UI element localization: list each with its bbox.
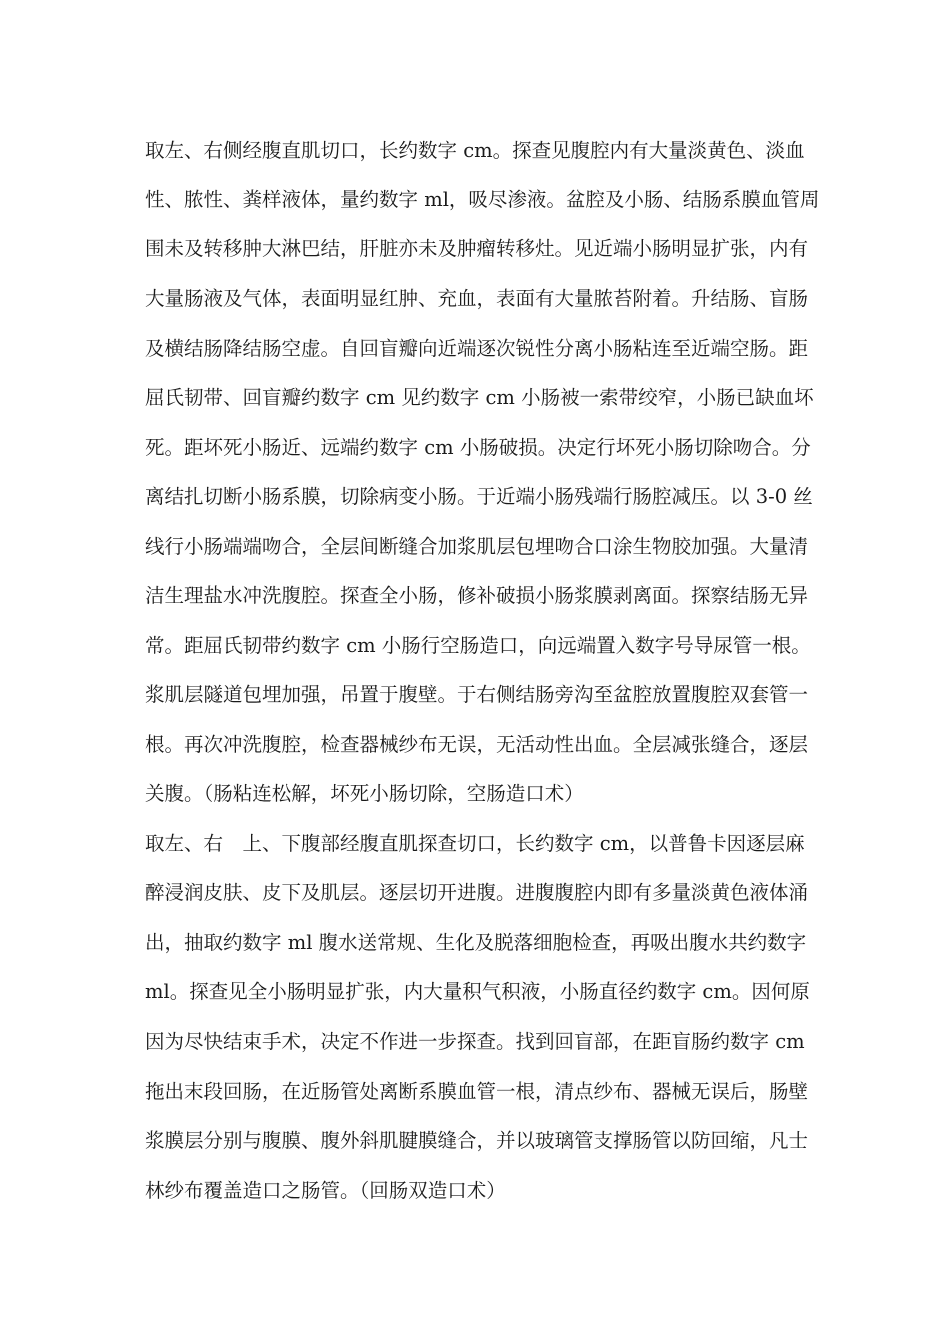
text-line: 死。距坏死小肠近、远端约数字 cm 小肠破损。决定行坏死小肠切除吻合。分 (145, 436, 811, 459)
text-line: 浆肌层隧道包埋加强，吊置于腹壁。于右侧结肠旁沟至盆腔放置腹腔双套管一 (145, 683, 809, 706)
text-line: 浆膜层分别与腹膜、腹外斜肌腱膜缝合，并以玻璃管支撑肠管以防回缩，凡士 (145, 1129, 809, 1152)
text-line: 取左、右 上、下腹部经腹直肌探查切口，长约数字 cm，以普鲁卡因逐层麻 (145, 832, 805, 855)
text-line: 洁生理盐水冲洗腹腔。探查全小肠，修补破损小肠浆膜剥离面。探察结肠无异 (145, 584, 809, 607)
text-line: 关腹。（肠粘连松解，坏死小肠切除，空肠造口术） (145, 782, 584, 805)
text-line: 大量肠液及气体，表面明显红肿、充血，表面有大量脓苔附着。升结肠、盲肠 (145, 287, 809, 310)
text-line: 性、脓性、粪样液体，量约数字 ml，吸尽渗液。盆腔及小肠、结肠系膜血管周 (145, 188, 820, 211)
text-line: 屈氏韧带、回盲瓣约数字 cm 见约数字 cm 小肠被一索带绞窄，小肠已缺血坏 (145, 386, 814, 409)
text-line: 出，抽取约数字 ml 腹水送常规、生化及脱落细胞检查，再吸出腹水共约数字 (145, 931, 807, 954)
text-line: 因为尽快结束手术，决定不作进一步探查。找到回盲部，在距盲肠约数字 cm (145, 1030, 805, 1053)
text-line: 围未及转移肿大淋巴结，肝脏亦未及肿瘤转移灶。见近端小肠明显扩张，内有 (145, 237, 809, 260)
text-line: 常。距屈氏韧带约数字 cm 小肠行空肠造口，向远端置入数字号导尿管一根。 (145, 634, 811, 657)
text-line: 醉浸润皮肤、皮下及肌层。逐层切开进腹。进腹腹腔内即有多量淡黄色液体涌 (145, 881, 809, 904)
text-line: 离结扎切断小肠系膜，切除病变小肠。于近端小肠残端行肠腔减压。以 3-0 丝 (145, 485, 813, 508)
text-line: 线行小肠端端吻合，全层间断缝合加浆肌层包埋吻合口涂生物胶加强。大量清 (145, 535, 809, 558)
text-line: ml。探查见全小肠明显扩张，内大量积气积液，小肠直径约数字 cm。因何原 (145, 980, 810, 1003)
text-line: 及横结肠降结肠空虚。自回盲瓣向近端逐次锐性分离小肠粘连至近端空肠。距 (145, 337, 809, 360)
text-line: 取左、右侧经腹直肌切口，长约数字 cm。探查见腹腔内有大量淡黄色、淡血 (145, 139, 805, 162)
text-line: 拖出末段回肠，在近肠管处离断系膜血管一根，清点纱布、器械无误后，肠壁 (145, 1080, 809, 1103)
text-line: 根。再次冲洗腹腔，检查器械纱布无误，无活动性出血。全层减张缝合，逐层 (145, 733, 809, 756)
text-line: 林纱布覆盖造口之肠管。（回肠双造口术） (145, 1179, 506, 1202)
